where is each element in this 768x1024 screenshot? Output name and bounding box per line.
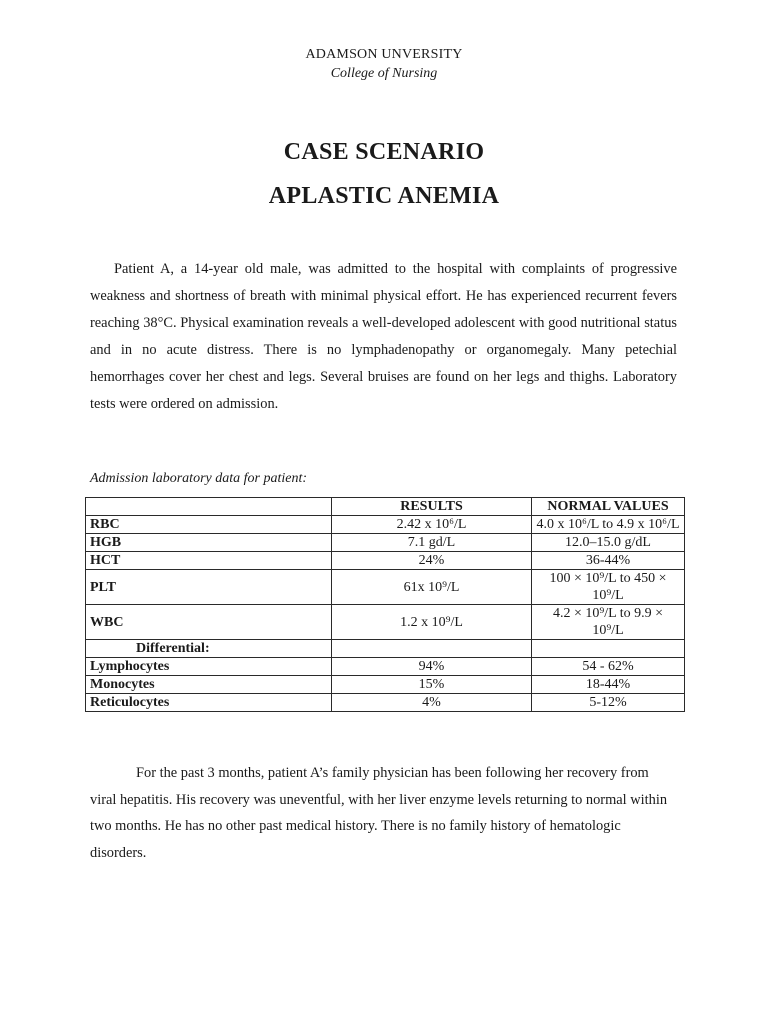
table-row bbox=[86, 676, 685, 694]
test-result: 2.42 x 10⁶/L bbox=[332, 516, 532, 534]
test-name: Reticulocytes bbox=[86, 694, 332, 712]
university-name: ADAMSON UNVERSITY bbox=[305, 47, 463, 62]
test-name: RBC bbox=[86, 516, 332, 534]
test-name: HCT bbox=[86, 552, 332, 570]
test-normal: 54 - 62% bbox=[532, 658, 685, 676]
test-result: 61x 10⁹/L bbox=[332, 570, 532, 605]
test-result: 24% bbox=[332, 552, 532, 570]
header-results: RESULTS bbox=[332, 498, 532, 516]
test-normal: 36-44% bbox=[532, 552, 685, 570]
document-subtitle: APLASTIC ANEMIA bbox=[268, 183, 500, 209]
test-normal bbox=[532, 640, 685, 658]
lab-data-table bbox=[85, 497, 685, 712]
test-normal: 4.2 × 10⁹/L to 9.9 × 10⁹/L bbox=[532, 605, 685, 640]
table-row bbox=[86, 516, 685, 534]
test-normal: 5-12% bbox=[532, 694, 685, 712]
table-row bbox=[86, 552, 685, 570]
college-name: College of Nursing bbox=[330, 66, 438, 81]
test-normal: 12.0–15.0 g/dL bbox=[532, 534, 685, 552]
test-result: 4% bbox=[332, 694, 532, 712]
test-result: 15% bbox=[332, 676, 532, 694]
followup-paragraph: For the past 3 months, patient A’s family physician has been following her recovery from viral hepatitis. His recovery was uneventful, with her liver enzyme levels returning to normal within two months. He has no other past medical history. There is no family history of hematologic disorders. bbox=[90, 765, 668, 862]
test-name: Lymphocytes bbox=[86, 658, 332, 676]
test-name: WBC bbox=[86, 605, 332, 640]
test-name: Monocytes bbox=[86, 676, 332, 694]
test-normal: 18-44% bbox=[532, 676, 685, 694]
table-caption: Admission laboratory data for patient: bbox=[90, 471, 307, 486]
header-test bbox=[86, 498, 332, 516]
table-row bbox=[86, 640, 685, 658]
table-row bbox=[86, 570, 685, 605]
table-row bbox=[86, 694, 685, 712]
document-title: CASE SCENARIO bbox=[283, 139, 485, 165]
test-name: HGB bbox=[86, 534, 332, 552]
differential-label: Differential: bbox=[86, 640, 332, 658]
test-result: 7.1 gd/L bbox=[332, 534, 532, 552]
test-result: 94% bbox=[332, 658, 532, 676]
table-header-row bbox=[86, 498, 685, 516]
table-row bbox=[86, 534, 685, 552]
table-row bbox=[86, 658, 685, 676]
intro-paragraph: Patient A, a 14-year old male, was admitted to the hospital with complaints of progressive weakness and shortness of breath with minimal physical effort. He has experienced recurrent fevers reaching 38°C. Physical examination reveals a well-developed adolescent with good nutritional status and in no acute distress. There is no lymphadenopathy or organomegaly. Many petechial hemorrhages cover her chest and legs. Several bruises are found on her legs and thighs. Laboratory tests were ordered on admission. bbox=[90, 261, 677, 412]
test-normal: 100 × 10⁹/L to 450 × 10⁹/L bbox=[532, 570, 685, 605]
test-name: PLT bbox=[86, 570, 332, 605]
table-row bbox=[86, 605, 685, 640]
test-normal: 4.0 x 10⁶/L to 4.9 x 10⁶/L bbox=[532, 516, 685, 534]
header-normal-values: NORMAL VALUES bbox=[532, 498, 685, 516]
test-result: 1.2 x 10⁹/L bbox=[332, 605, 532, 640]
test-result bbox=[332, 640, 532, 658]
